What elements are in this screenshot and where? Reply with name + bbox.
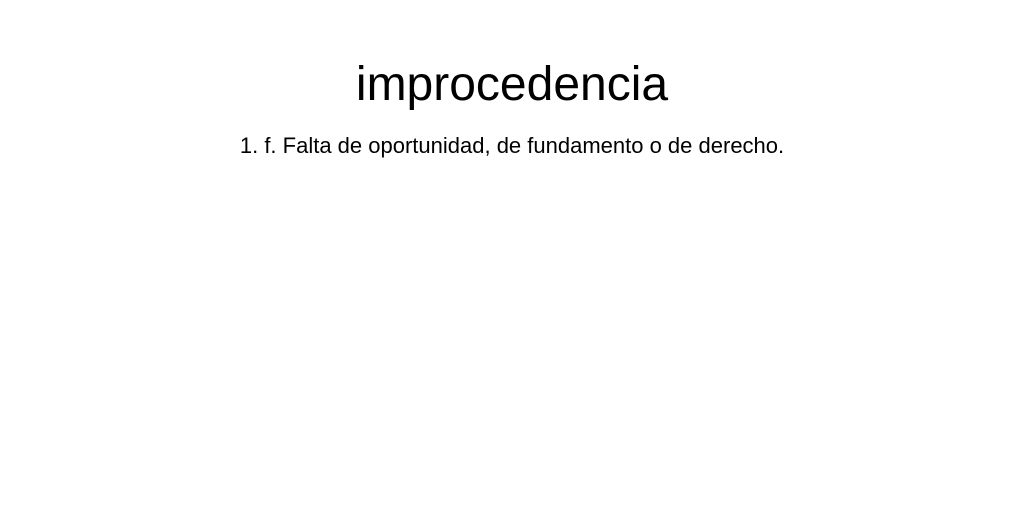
headword-title: improcedencia: [355, 58, 669, 111]
definition-1: 1. f. Falta de oportunidad, de fundamento o de derecho.: [239, 133, 785, 158]
